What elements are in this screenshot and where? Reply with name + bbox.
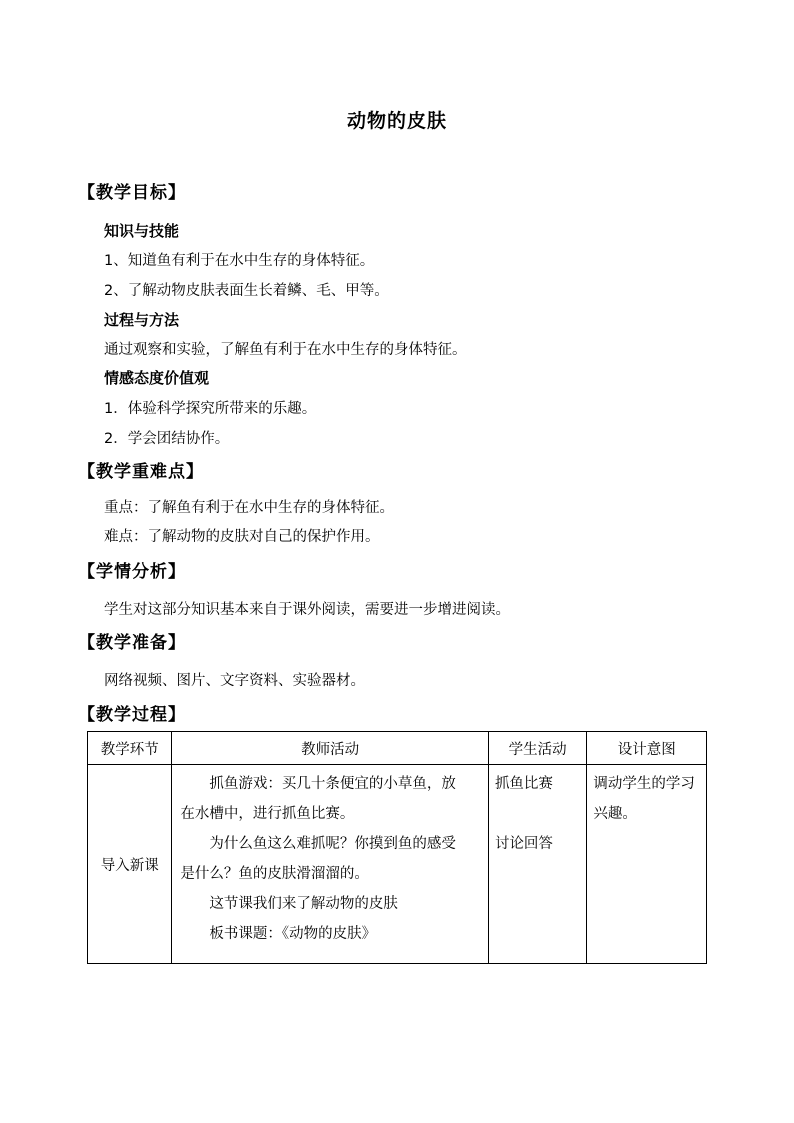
column-header-design: 设计意图 xyxy=(587,732,707,765)
key-point-item-1: 重点：了解鱼有利于在水中生存的身体特征。 xyxy=(104,500,394,516)
analysis-item-1: 学生对这部分知识基本来自于课外阅读，需要进一步增进阅读。 xyxy=(104,602,510,618)
goal-attitude-item-1: 1．体验科学探究所带来的乐趣。 xyxy=(104,401,317,417)
design-intent-cell: 调动学生的学习兴趣。 xyxy=(587,765,707,964)
column-header-teacher: 教师活动 xyxy=(172,732,489,765)
subheading-process: 过程与方法 xyxy=(104,311,180,329)
column-header-stage: 教学环节 xyxy=(88,732,172,765)
subheading-attitude: 情感态度价值观 xyxy=(104,369,210,387)
stage-cell: 导入新课 xyxy=(88,765,172,964)
teacher-line: 为什么鱼这么难抓呢？你摸到鱼的感受 xyxy=(209,836,456,852)
goal-attitude-item-2: 2．学会团结协作。 xyxy=(104,431,230,447)
student-activity-cell xyxy=(488,765,586,964)
preparation-item-1: 网络视频、图片、文字资料、实验器材。 xyxy=(104,673,365,689)
section-heading-process: 【教学过程】 xyxy=(78,705,186,725)
column-header-student: 学生活动 xyxy=(488,732,586,765)
section-heading-preparation: 【教学准备】 xyxy=(78,633,186,653)
goal-knowledge-item-2: 2、了解动物皮肤表面生长着鳞、毛、甲等。 xyxy=(104,283,389,299)
teacher-line: 抓鱼游戏：买几十条便宜的小草鱼，放 xyxy=(209,776,456,792)
teacher-line: 在水槽中，进行抓鱼比赛。 xyxy=(180,806,355,822)
section-heading-key-points: 【教学重难点】 xyxy=(78,462,204,482)
student-line: 讨论回答 xyxy=(494,836,553,852)
teacher-activity-cell xyxy=(172,765,489,964)
subheading-knowledge: 知识与技能 xyxy=(104,222,180,240)
goal-knowledge-item-1: 1、知道鱼有利于在水中生存的身体特征。 xyxy=(104,253,375,269)
goal-process-item-1: 通过观察和实验，了解鱼有利于在水中生存的身体特征。 xyxy=(104,342,467,358)
teacher-line: 这节课我们来了解动物的皮肤 xyxy=(209,896,398,912)
key-point-item-2: 难点：了解动物的皮肤对自己的保护作用。 xyxy=(104,529,380,545)
teacher-line: 是什么？鱼的皮肤滑溜溜的。 xyxy=(180,866,369,882)
section-heading-goals: 【教学目标】 xyxy=(78,183,186,203)
page-title: 动物的皮肤 xyxy=(346,110,447,132)
section-heading-analysis: 【学情分析】 xyxy=(78,562,186,582)
teacher-line: 板书课题：《动物的皮肤》 xyxy=(209,926,377,942)
table-row xyxy=(88,765,707,964)
teaching-process-table xyxy=(87,731,707,964)
student-line: 抓鱼比赛 xyxy=(494,776,553,792)
table-header-row xyxy=(88,732,707,765)
